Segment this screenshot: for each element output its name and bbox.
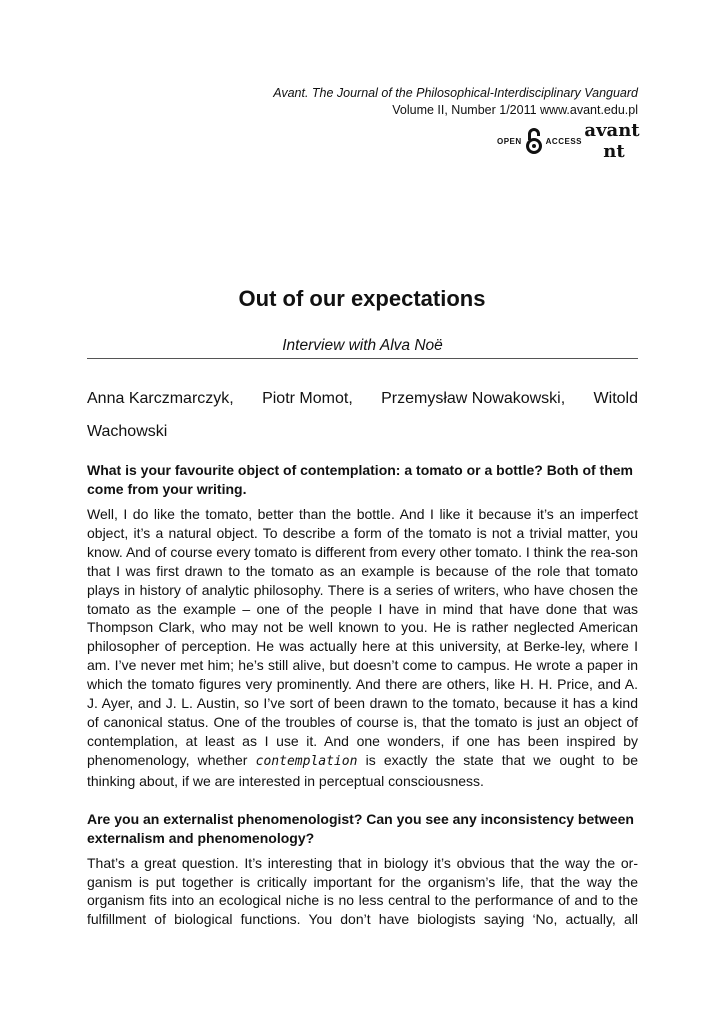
- open-access-right-text: ACCESS: [545, 136, 582, 146]
- open-access-logo: [497, 127, 582, 155]
- interview-body: [87, 461, 638, 948]
- article-subtitle: Interview with Alva Noë: [87, 337, 638, 359]
- answer-1-part-1: Well, I do like the tomato, better than the bottle. And I like it because it’s an imperfect object, it’s a natural object. To describe a form of the tomato is not a trivial matter, you know. And of course every tomato is different from every other tomato. I think the rea-son that I was first drawn to the tomato as an example is because of the role that tomato plays in history of analytic philosophy. There is a series of writers, who have chosen the tomato as the example – one of the people I have in mind that have done that was Thompson Clark, who may not be well known to you. He is rather neglected American philosopher of perception. He was actually here at this university, at Berke-ley, where I am. I’ve never met him; he’s still alive, but doesn’t come to campus. He wrote a paper in which the tomato figures very prominently. And there are others, like H. H. Price, and A. J. Ayer, and J. L. Austin, so I’ve sort of been drawn to the tomato, because it has a kind of canonical status. One of the troubles of course is, that the tomato is just an object of contemplation, at least as I use it. And one wonders, if one has been inspired by phenomenology, whether: [87, 506, 638, 768]
- volume-line: Volume II, Number 1/2011 www.avant.edu.pl: [392, 103, 638, 117]
- authors-line-1: [87, 382, 638, 415]
- answer-2: That’s a great question. It’s interesting that in biology it’s obvious that the way the or-ganism is put together is critically important for the organism’s life, that the way the organism fits into an ecological niche is no less central to the performance of and to the fulfillment of biological functions. You don’t have biologists saying ‘No, actually, all: [87, 854, 638, 928]
- journal-logos: [496, 119, 640, 163]
- journal-header: [273, 85, 638, 119]
- avant-logo: [584, 119, 640, 163]
- question-2: Are you an externalist phenomenologist? Can you see any inconsistency between externalism and phenomenology?: [87, 810, 634, 846]
- author-2: Piotr Momot,: [262, 390, 353, 407]
- answer-1-emphasis: contemplation: [255, 753, 358, 769]
- avant-logo-text: avant: [584, 120, 640, 141]
- author-3: Przemysław Nowakowski,: [381, 390, 566, 407]
- avant-logo-glyph: nt: [603, 141, 625, 162]
- open-access-left-text: OPEN: [496, 136, 522, 146]
- answer-1: [87, 505, 638, 791]
- authors: [87, 382, 638, 448]
- open-access-lock-icon: [525, 127, 543, 155]
- article-title: Out of our expectations: [238, 286, 486, 311]
- author-4-first: Witold: [593, 390, 638, 407]
- question-1: What is your favourite object of contemplation: a tomato or a bottle? Both of them come from your writing.: [87, 462, 634, 497]
- author-1: Anna Karczmarczyk,: [87, 390, 234, 407]
- journal-title: Avant. The Journal of the Philosophical-Interdisciplinary Vanguard: [273, 86, 638, 100]
- authors-line-2: Wachowski: [87, 423, 168, 440]
- answer-1-part-2: is exactly the state that we ought to be thinking about, if we are interested in perceptual consciousness.: [87, 751, 639, 789]
